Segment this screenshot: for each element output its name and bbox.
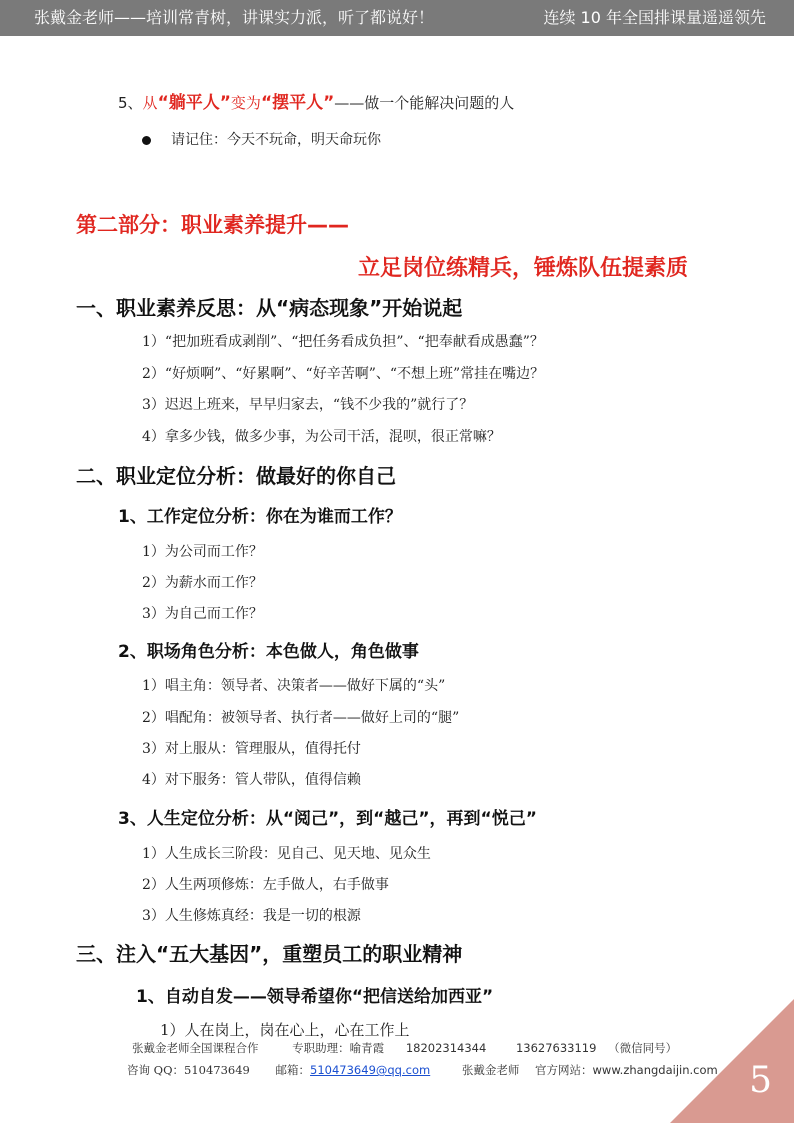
list-item: 3）对上服从：管理服从，值得托付 — [142, 741, 361, 757]
list-item: 2）为薪水而工作？ — [142, 575, 263, 591]
section-2-sub-2-title: 2、职场角色分析：本色做人，角色做事 — [118, 642, 419, 662]
section-2-sub-1-title: 1、工作定位分析：你在为谁而工作？ — [118, 507, 402, 527]
list-item: 4）拿多少钱，做多少事，为公司干活，混呗，很正常嘛？ — [142, 429, 501, 445]
part-two-subtitle: 立足岗位练精兵，锤炼队伍提素质 — [358, 256, 689, 281]
list-item: 3）为自己而工作？ — [142, 606, 263, 622]
banner-claim: 连续 10 年全国排课量遥遥领先 — [543, 8, 766, 27]
list-item: 2）唱配角：被领导者、执行者——做好上司的“腿” — [142, 710, 460, 726]
page-number: 5 — [749, 1060, 772, 1101]
phone-1: 18202314344 — [405, 1041, 487, 1055]
section-1-title: 一、职业素养反思：从“病态现象”开始说起 — [76, 296, 463, 320]
list-item: 1）“把加班看成剥削”、“把任务看成负担”、“把奉献看成愚蠢”？ — [142, 334, 544, 350]
laid-flat-term: “摆平人” — [260, 93, 335, 113]
list-item: 1）人在岗上，岗在心上，心在工作上 — [160, 1021, 410, 1039]
section-3-sub-1-title: 1、自动自发——领导希望你“把信送给加西亚” — [136, 987, 494, 1007]
part-two-title: 第二部分：职业素养提升—— — [76, 213, 349, 237]
intro-item-5: 5、从“躺平人”变为“摆平人”——做一个能解决问题的人 — [118, 93, 515, 113]
bullet-icon — [142, 136, 151, 145]
list-item: 3）迟迟上班来，早早归家去，“钱不少我的”就行了？ — [142, 397, 474, 413]
intro-bullet: 请记住：今天不玩命，明天命玩你 — [142, 129, 381, 149]
section-2-sub-3-title: 3、人生定位分析：从“阅己”，到“越己”，再到“悦己” — [118, 809, 537, 829]
section-2-title: 二、职业定位分析：做最好的你自己 — [76, 464, 396, 488]
footer-line-1: 张戴金老师全国课程合作 专职助理：喻青霞 18202314344 13627633119 （微信同号） — [132, 1041, 678, 1055]
section-3-title: 三、注入“五大基因”，重塑员工的职业精神 — [76, 942, 463, 966]
list-item: 1）为公司而工作？ — [142, 544, 263, 560]
banner-slogan: 张戴金老师——培训常青树，讲课实力派，听了都说好！ — [34, 8, 435, 27]
email-link[interactable]: 510473649@qq.com — [310, 1063, 431, 1077]
corner-decoration — [670, 999, 794, 1123]
list-item: 3）人生修炼真经：我是一切的根源 — [142, 908, 361, 924]
list-item: 4）对下服务：管人带队，值得信赖 — [142, 772, 361, 788]
lying-flat-term: “躺平人” — [157, 93, 231, 113]
phone-2: 13627633119 — [515, 1041, 597, 1055]
list-item: 1）唱主角：领导者、决策者——做好下属的“头” — [142, 678, 446, 694]
qq-contact: 咨询 QQ：510473649 — [127, 1063, 250, 1077]
list-item: 2）“好烦啊”、“好累啊”、“好辛苦啊”、“不想上班”常挂在嘴边？ — [142, 366, 545, 382]
top-banner — [0, 0, 794, 36]
list-item: 2）人生两项修炼：左手做人，右手做事 — [142, 877, 389, 893]
website-link[interactable]: www.zhangdaijin.com — [592, 1063, 718, 1077]
footer-line-2: 咨询 QQ：510473649 邮箱：510473649@qq.com 张戴金老师 官方网站：www.zhangdaijin.com — [127, 1063, 718, 1077]
list-item: 1）人生成长三阶段：见自己、见天地、见众生 — [142, 846, 431, 862]
